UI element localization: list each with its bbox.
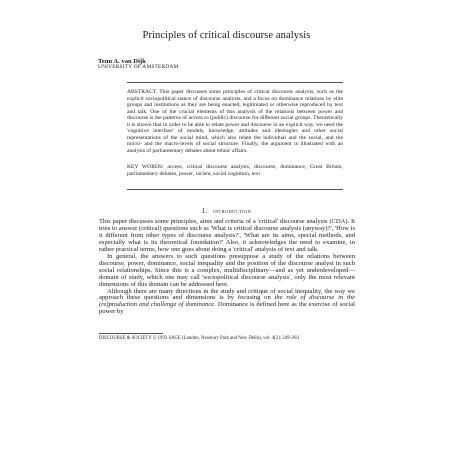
- abstract-bottom-rule: [127, 189, 343, 190]
- body-paragraph-2: In general, the answers to such questions presuppose a study of the relations between discourse, power, dominance, social inequality and the position of the discourse analyst in such social relationships. Since this is a complex, multidisciplinary—and as yet underdeveloped—domain of study, which one may call 'sociopolitical discourse analysis', only the most relevant dimensions of this domain can be addressed here.: [99, 252, 355, 288]
- body-paragraph-1: This paper discusses some principles, aims and criteria of a 'critical' discourse analysis (CDA). It tries to answer (critical) questions such as 'What is critical discourse analysis (anyway)?', 'How is it different from other types of discourse analysis?', 'What are its aims, special methods, and especially what is its theoretical foundation?' Also, it acknowledges the need to examine, in rather practical terms, how one goes about doing a 'critical' analysis of text and talk.: [99, 218, 355, 253]
- author-name: Teun A. van Dijk: [98, 58, 146, 65]
- paragraph-3-start: Although there are many directions in the study and critique of social inequality, the way we approach these questions and dimensions is by focusing on: [99, 287, 355, 302]
- paragraph-3-emphasis: the role of discourse in the (re)production and challenge of dominance: [99, 294, 355, 309]
- footer-rule: [99, 333, 163, 334]
- abstract-top-rule: [127, 82, 343, 83]
- abstract-text: ABSTRACT. This paper discusses some principles of critical discourse analysis, such as the explicit sociopolitical stance of discourse analysts, and a focus on dominance relations by elite groups and institutions as they are being enacted, legitimated or otherwise reproduced by text and talk. One of the crucial elements of this analysis of the relations between power and discourse is the patterns of access to (public) discourse for different social groups. Theoretically it is shown that in order to be able to relate power and discourse in an explicit way, we need the 'cognitive interface' of models, knowledge, attitudes and ideologies and other social representations of the social mind, which also relate the individual and the social, and the micro- and the macro-levels of social structure. Finally, the argument is illustrated with an analysis of parliamentary debates about ethnic affairs.: [127, 89, 343, 154]
- article-body: [99, 219, 355, 316]
- section-heading: [0, 207, 453, 215]
- keywords-text: KEY WORDS: access, critical discourse analysis, discourse, dominance, Great Britain, parliamentary debates, power, racism, social cognition, text: [127, 164, 343, 177]
- paragraph-3-end: . Dominance is defined here as the exercise of social power by: [99, 301, 355, 316]
- section-title: INTRODUCTION: [213, 209, 252, 214]
- body-paragraph-3: [99, 289, 355, 317]
- author-affiliation: UNIVERSITY OF AMSTERDAM: [98, 64, 179, 70]
- journal-footer: DISCOURSE & SOCIETY © 1993 SAGE (London, Newbury Park and New Delhi), vol. 4(2): 249–283: [99, 336, 300, 341]
- section-number: 1.: [201, 207, 208, 215]
- article-title: Principles of critical discourse analysis: [142, 30, 311, 41]
